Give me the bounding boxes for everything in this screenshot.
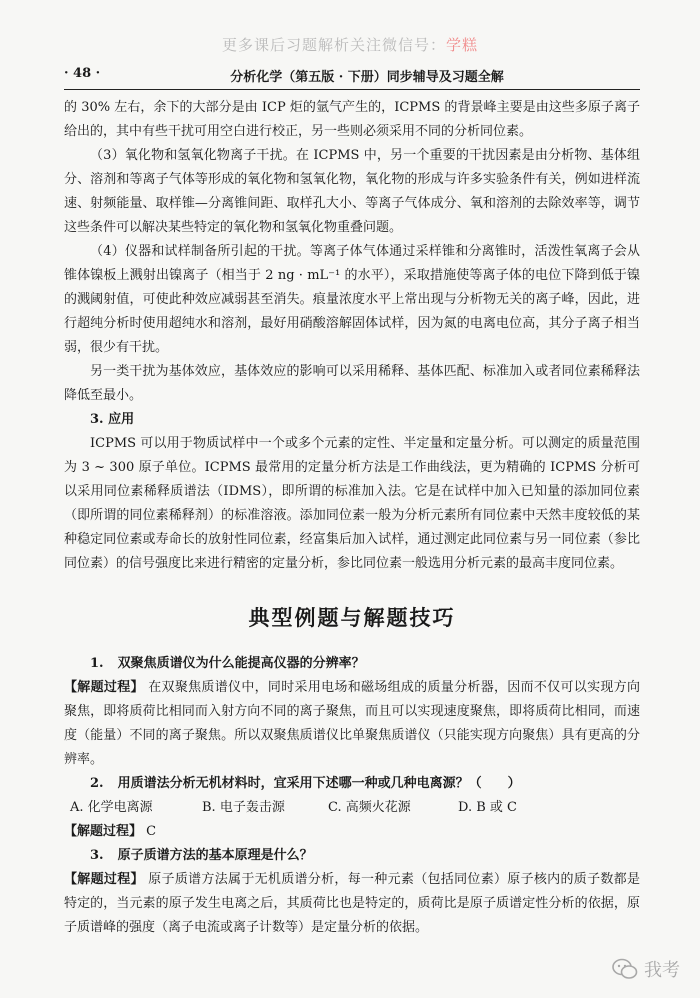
book-title: 分析化学（第五版 · 下册）同步辅导及习题全解 xyxy=(230,70,504,85)
question-3-text: 原子质谱方法的基本原理是什么？ xyxy=(117,848,313,863)
paragraph-continued: 的 30% 左右，余下的大部分是由 ICP 炬的氩气产生的，ICPMS 的背景峰主要是由这些多原子离子给出的，其中有些干扰可用空白进行校正，另一些则必须采用不同的分析同位素。 xyxy=(64,100,640,139)
question-2-number: 2. xyxy=(90,776,104,791)
watermark xyxy=(0,34,700,55)
paragraph-application: ICPMS 可以用于物质试样中一个或多个元素的定性、半定量和定量分析。可以测定的质量范围为 3 ~ 300 原子单位。ICPMS 最常用的定量分析方法是工作曲线法，更为精确的 ICPMS 分析可以采用同位素稀释质谱法（IDMS），即所谓的标准加入法。它是在试样中加入已知量的添加同位素（即所谓的同位素稀释剂）的标准溶液。添加同位素一般为分析元素所有同位素中天然丰度较低的某种稳定同位素或寿命长的放射性同位素，经富集后加入试样，通过测定此同位素与另一同位素（参比同位素）的信号强度比来进行精密的定量分析，参比同位素一般选用分析元素的最高丰度同位素。 xyxy=(64,436,640,571)
option-b: B. 电子轰击源 xyxy=(202,800,285,815)
watermark-text: 更多课后习题解析关注微信号： xyxy=(221,36,446,54)
page-number: · 48 · xyxy=(64,66,101,81)
question-3-number: 3. xyxy=(90,848,104,863)
section-title: 典型例题与解题技巧 xyxy=(248,606,456,630)
answer-2-text: C xyxy=(146,824,157,839)
corner-logo xyxy=(612,956,680,982)
answer-2 xyxy=(64,820,640,844)
question-3 xyxy=(64,844,640,868)
answer-1-text: 在双聚焦质谱仪中，同时采用电场和磁场组成的质量分析器，因而不仅可以实现方向聚焦，即将质荷比相同而入射方向不同的离子聚焦，而且可以实现速度聚焦，即将质荷比相同，而速度（能量）不同的离子聚焦。所以双聚焦质谱仪比单聚焦质谱仪（只能实现方向聚焦）具有更高的分辨率。 xyxy=(64,680,640,767)
subheading-application: 3. 应用 xyxy=(90,412,135,427)
option-d: D. B 或 C xyxy=(458,800,517,815)
question-2-text: 用质谱法分析无机材料时，宜采用下述哪一种或几种电离源？（ ） xyxy=(117,776,521,791)
answer-3-text: 原子质谱方法属于无机质谱分析，每一种元素（包括同位素）原子核内的质子数都是特定的，当元素的原子发生电离之后，其质荷比也是特定的，质荷比是原子质谱定性分析的依据，原子质谱峰的强度（离子电流或离子计数等）是定量分析的依据。 xyxy=(64,872,640,935)
option-a: A. 化学电离源 xyxy=(70,800,153,815)
answer-3 xyxy=(64,868,640,940)
question-1 xyxy=(64,652,640,676)
paragraph-instrument-interference: （4）仪器和试样制备所引起的干扰。等离子体气体通过采样锥和分离锥时，活泼性氧离子会从锥体镍板上溅射出镍离子（相当于 2 ng · mL⁻¹ 的水平），采取措施使等离子体的电位下降到低于镍的溅阈射值，可使此种效应减弱甚至消失。痕量浓度水平上常出现与分析物无关的离子峰，因此，进行超纯分析时使用超纯水和溶剂，最好用硝酸溶解固体试样，因为氮的电离电位高，其分子离子相当弱，很少有干扰。 xyxy=(64,244,640,355)
page-content xyxy=(64,96,640,940)
wechat-icon xyxy=(612,958,638,980)
page-header xyxy=(64,66,640,90)
answer-1 xyxy=(64,676,640,772)
question-1-number: 1. xyxy=(90,656,104,671)
answer-2-label: 【解题过程】 xyxy=(64,824,143,839)
question-1-text: 双聚焦质谱仪为什么能提高仪器的分辨率？ xyxy=(117,656,365,671)
option-c: C. 高频火花源 xyxy=(328,800,411,815)
question-2 xyxy=(64,772,640,796)
paragraph-matrix-effect: 另一类干扰为基体效应，基体效应的影响可以采用稀释、基体匹配、标准加入或者同位素稀释法降低至最小。 xyxy=(64,364,640,403)
corner-logo-text: 我考 xyxy=(644,960,680,981)
paragraph-oxide-interference: （3）氧化物和氢氧化物离子干扰。在 ICPMS 中，另一个重要的干扰因素是由分析物、基体组分、溶剂和等离子气体等形成的氧化物和氢氧化物，氧化物的形成与许多实验条件有关，例如进样流速、射频能量、取样锥—分离锥间距、取样孔大小、等离子气体成分、氧和溶剂的去除效率等，调节这些条件可以解决某些特定的氧化物和氢氧化物重叠问题。 xyxy=(64,148,640,235)
question-2-options xyxy=(64,796,640,820)
answer-1-label: 【解题过程】 xyxy=(64,680,144,695)
answer-3-label: 【解题过程】 xyxy=(64,872,144,887)
watermark-accent: 学糕 xyxy=(446,36,479,54)
